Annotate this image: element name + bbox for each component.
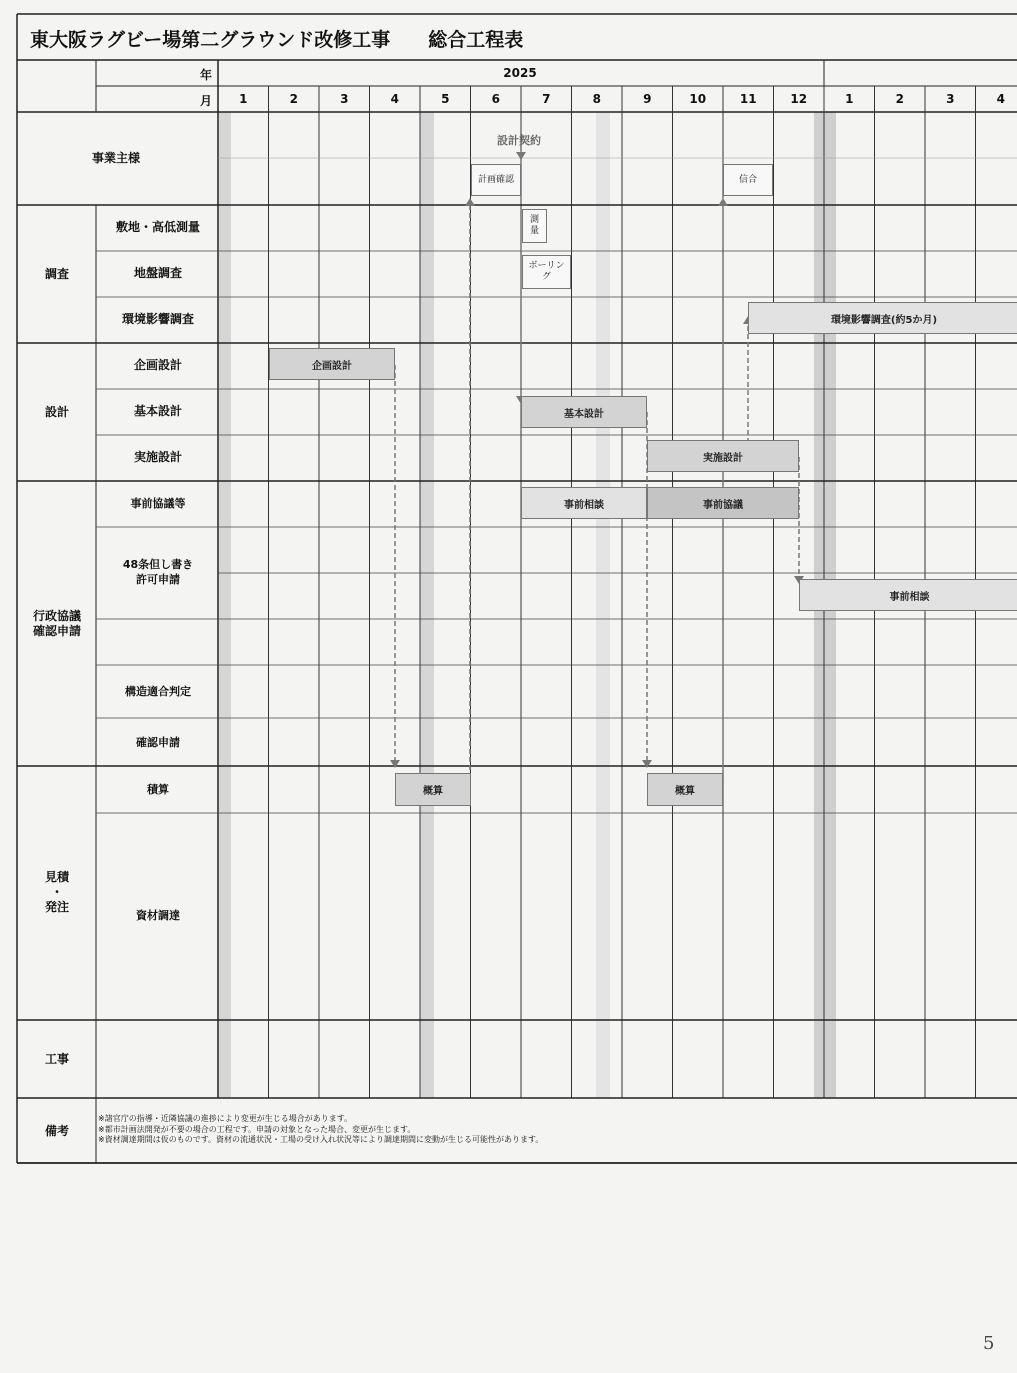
month-cell: 11 bbox=[739, 92, 757, 106]
shade-band bbox=[596, 112, 610, 1098]
bar-sokuryo-text: 測 量 bbox=[529, 215, 539, 236]
bar-jisshi: 実施設計 bbox=[647, 440, 799, 472]
bar-jizen-3: 事前相談 bbox=[799, 579, 1017, 611]
month-cell: 12 bbox=[790, 92, 808, 106]
arrowhead bbox=[390, 760, 400, 768]
arrowhead bbox=[465, 198, 475, 206]
row-shizai: 資材調達 bbox=[136, 909, 180, 922]
year-2025: 2025 bbox=[503, 66, 537, 80]
month-label: 月 bbox=[199, 94, 212, 108]
month-cell: 9 bbox=[643, 92, 652, 106]
bar-jizen-1: 事前相談 bbox=[521, 487, 647, 519]
page-title: 東大阪ラグビー場第二グラウンド改修工事 総合工程表 bbox=[30, 29, 524, 51]
group-jigyo: 事業主様 bbox=[91, 151, 140, 165]
month-cell: 3 bbox=[340, 92, 349, 106]
note-line: ※諸官庁の指導・近隣協議の進捗により変更が生じる場合があります。 bbox=[98, 1114, 353, 1123]
month-cell: 4 bbox=[390, 92, 399, 106]
month-cell: 1 bbox=[845, 92, 854, 106]
shade-band bbox=[420, 112, 434, 1098]
page-number: 5 bbox=[983, 1333, 995, 1354]
arrowhead bbox=[718, 198, 728, 206]
row-kankyo: 環境影響調査 bbox=[121, 312, 194, 326]
month-cell: 1 bbox=[239, 92, 248, 106]
month-cell: 4 bbox=[996, 92, 1005, 106]
month-cell: 3 bbox=[946, 92, 955, 106]
note-line: ※都市計画法開発が不要の場合の工程です。申請の対象となった場合、変更が生じます。 bbox=[98, 1124, 416, 1134]
sekkei-keiyaku-label: 設計契約 bbox=[497, 134, 541, 147]
month-cell: 5 bbox=[441, 92, 450, 106]
month-cell: 7 bbox=[542, 92, 551, 106]
bar-jizen-2: 事前協議 bbox=[647, 487, 799, 519]
notes-block bbox=[98, 1114, 543, 1146]
bar-keikaku-kakunin: 計画確認 bbox=[471, 164, 521, 196]
row-shikichi: 敷地・高低測量 bbox=[115, 220, 200, 234]
year-label: 年 bbox=[199, 68, 212, 82]
month-cell: 8 bbox=[592, 92, 601, 106]
row-jizen: 事前協議等 bbox=[130, 497, 186, 510]
group-sekkei: 設計 bbox=[44, 405, 69, 419]
row-jo48: 48条但し書き 許可申請 bbox=[122, 558, 194, 586]
group-gyosei: 行政協議 確認申請 bbox=[32, 609, 81, 638]
month-cell: 10 bbox=[689, 92, 707, 106]
arrowhead bbox=[516, 152, 526, 160]
month-cell: 2 bbox=[895, 92, 904, 106]
group-biko: 備考 bbox=[44, 1124, 69, 1138]
row-jisshi: 実施設計 bbox=[133, 450, 182, 464]
month-cell: 6 bbox=[491, 92, 500, 106]
bar-boring-text: ボーリン グ bbox=[528, 261, 565, 282]
row-kakunin: 確認申請 bbox=[136, 736, 180, 749]
shade-band bbox=[219, 112, 231, 1098]
row-kihon: 基本設計 bbox=[133, 404, 182, 418]
bar-shingo: 信合 bbox=[723, 164, 773, 196]
group-chosa: 調査 bbox=[44, 267, 69, 281]
bar-boring bbox=[522, 255, 571, 289]
row-kikaku: 企画設計 bbox=[133, 358, 182, 372]
row-jiban: 地盤調査 bbox=[133, 266, 182, 280]
bar-sokuryo bbox=[522, 209, 547, 243]
note-line: ※資材調達期間は仮のものです。資材の流通状況・工場の受け入れ状況等により調達期間に変動が生じる可能性があります。 bbox=[98, 1135, 544, 1144]
month-cell: 2 bbox=[289, 92, 298, 106]
bar-kankyo: 環境影響調査(約5か月) bbox=[748, 302, 1017, 334]
group-koji: 工事 bbox=[44, 1052, 69, 1066]
arrowhead bbox=[642, 760, 652, 768]
row-kozo: 構造適合判定 bbox=[125, 685, 191, 698]
bar-kikaku: 企画設計 bbox=[269, 348, 395, 380]
bar-gaisan-2: 概算 bbox=[647, 773, 723, 806]
group-mitsumori: 見積 ・ 発注 bbox=[44, 870, 69, 914]
bar-kihon: 基本設計 bbox=[521, 396, 647, 428]
bar-gaisan-1: 概算 bbox=[395, 773, 471, 806]
row-sekisan: 積算 bbox=[147, 783, 169, 796]
